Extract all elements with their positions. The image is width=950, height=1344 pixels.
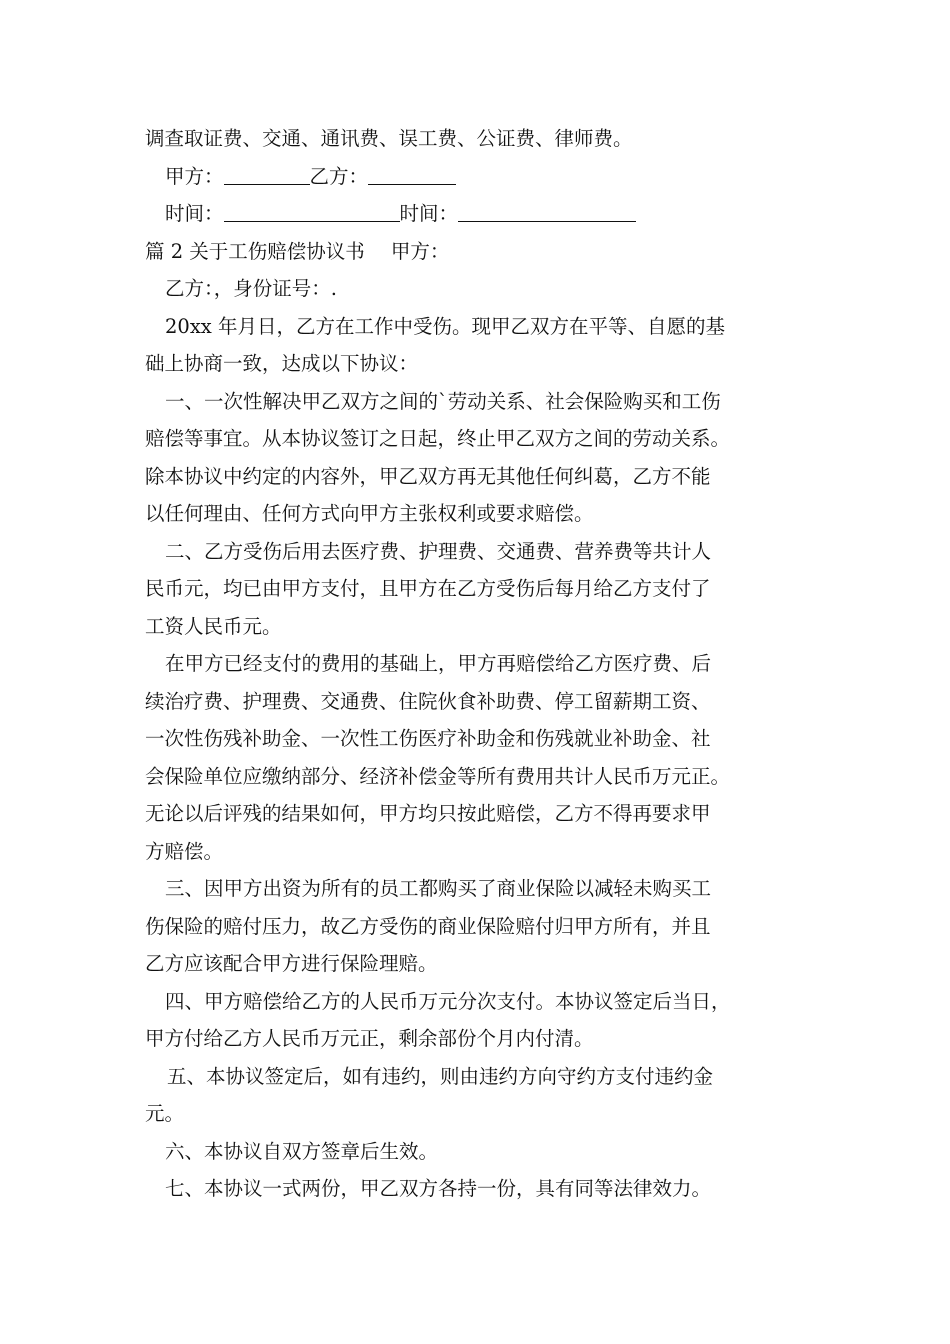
text-line: 乙方应该配合甲方进行保险理赔。 [145,952,438,975]
party-a-label: 甲方： [165,164,224,188]
text-line: 以任何理由、任何方式向甲方主张权利或要求赔偿。 [145,502,594,525]
time-blank-1 [224,197,400,222]
time-label-1: 时间： [165,202,224,225]
text-line: 五、本协议签定后，如有违约，则由违约方向守约方支付违约金 [167,1064,714,1088]
text-line: 赔偿等事宜。从本协议签订之日起，终止甲乙双方之间的劳动关系。 [145,427,731,450]
section-title: 篇 2 关于工伤赔偿协议书 [145,239,365,263]
text-line: 七、本协议一式两份，甲乙双方各持一份，具有同等法律效力。 [165,1177,712,1200]
text-line: 伤保险的赔付压力，故乙方受伤的商业保险赔付归甲方所有，并且 [145,914,711,938]
text-line: 方赔偿。 [145,839,224,863]
text-line: 20xx 年月日，乙方在工作中受伤。现甲乙双方在平等、自愿的基 [165,314,726,338]
text-line: 础上协商一致，达成以下协议： [145,352,419,375]
party-b-label: 乙方： [309,164,369,188]
text-line: 民币元，均已由甲方支付，且甲方在乙方受伤后每月给乙方支付了 [145,577,711,600]
document-body [145,120,815,1208]
time-label-2: 时间： [399,202,459,225]
text-line: 续治疗费、护理费、交通费、住院伙食补助费、停工留薪期工资、 [145,689,711,713]
section-party-a: 甲方： [390,239,450,263]
text-line: 甲方付给乙方人民币万元正，剩余部份个月内付清。 [145,1027,594,1050]
time-blank-2 [458,197,636,222]
text-line: 除本协议中约定的内容外，甲乙双方再无其他任何纠葛，乙方不能 [145,464,711,488]
text-line: 一、一次性解决甲乙双方之间的`劳动关系、社会保险购买和工伤 [165,389,721,413]
section-heading [145,233,815,271]
text-line: 四、甲方赔偿给乙方的人民币万元分次支付。本协议签定后当日， [165,989,731,1013]
text-line: 三、因甲方出资为所有的员工都购买了商业保险以减轻未购买工 [165,877,712,900]
text-line: 六、本协议自双方签章后生效。 [165,1139,439,1163]
text-line: 元。 [145,1102,185,1125]
text-line: 一次性伤残补助金、一次性工伤医疗补助金和伤残就业补助金、社 [145,727,711,750]
text-line: 调查取证费、交通、通讯费、误工费、公证费、律师费。 [145,127,633,150]
text-line: 无论以后评残的结果如何，甲方均只按此赔偿，乙方不得再要求甲 [145,802,711,825]
text-line: 在甲方已经支付的费用的基础上，甲方再赔偿给乙方医疗费、后 [165,652,712,675]
text-line: 工资人民币元。 [145,614,282,638]
party-b-blank [368,160,456,185]
party-a-blank [224,160,310,185]
text-line: 会保险单位应缴纳部分、经济补偿金等所有费用共计人民币万元正。 [145,764,731,788]
text-line: 乙方：，身份证号：. [165,277,337,300]
text-line: 二、乙方受伤后用去医疗费、护理费、交通费、营养费等共计人 [165,539,712,563]
signature-line-parties [145,158,815,196]
signature-line-dates [145,195,815,233]
